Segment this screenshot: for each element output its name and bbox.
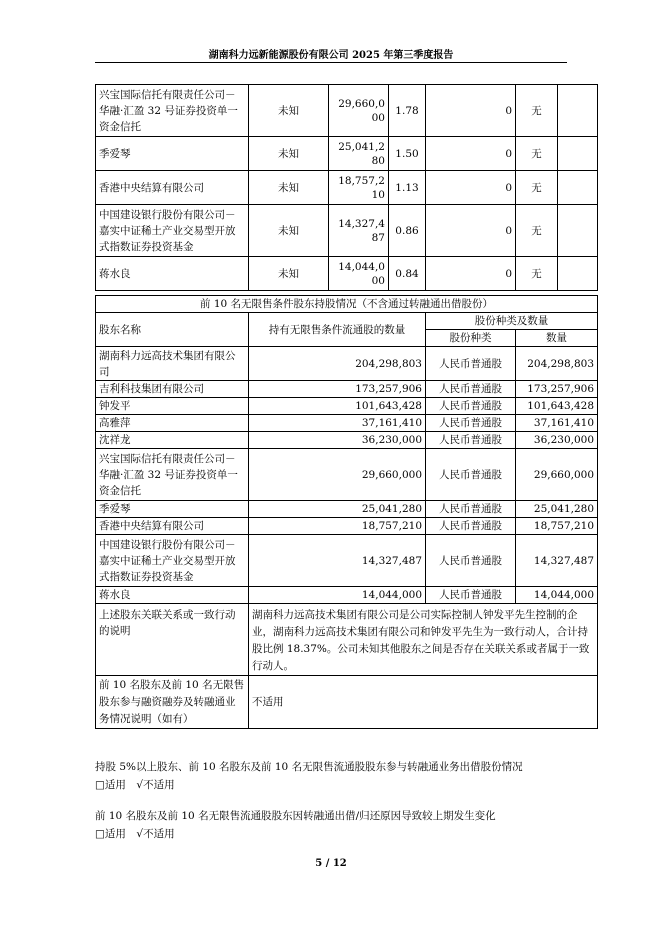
table-row (96, 415, 598, 432)
shareholder-name: 季爱琴 (96, 501, 249, 518)
unrestricted-qty: 18,757,210 (249, 518, 426, 535)
shareholder-name: 香港中央结算有限公司 (96, 518, 249, 535)
share-kind: 人民币普通股 (426, 449, 516, 501)
page-header: 湖南科力远新能源股份有限公司 2025 年第三季度报告 (208, 50, 454, 61)
securities-lending-options: □适用 √不适用 (95, 779, 175, 791)
share-count: 29,660,000 (516, 449, 598, 501)
table-row (96, 171, 598, 205)
restricted-shares: 0 (426, 257, 516, 291)
lending-change-text: 前 10 名股东及前 10 名无限售流通股股东因转融通出借/归还原因导致较上期发生变化 (95, 810, 496, 822)
shareholder-name: 吉利科技集团有限公司 (96, 381, 249, 398)
lending-change-options: □适用 √不适用 (95, 828, 175, 840)
col-header-kind-group: 股份种类及数量 (426, 313, 598, 330)
share-count: 18,757,210 (516, 518, 598, 535)
holding-ratio: 0.86 (389, 205, 426, 257)
shareholder-name: 高雅萍 (96, 415, 249, 432)
share-kind: 人民币普通股 (426, 535, 516, 587)
pledge-status: 无 (516, 171, 558, 205)
restricted-shares: 0 (426, 205, 516, 257)
shares-held: 14,327,487 (329, 205, 389, 257)
table-row (96, 449, 598, 501)
share-kind: 人民币普通股 (426, 398, 516, 415)
shareholder-name: 蒋水良 (96, 587, 249, 604)
share-count: 14,044,000 (516, 587, 598, 604)
shareholder-name: 湖南科力远高技术集团有限公司 (96, 347, 249, 381)
pledge-count (558, 171, 598, 205)
table-row (96, 518, 598, 535)
shareholder-name: 中国建设银行股份有限公司－嘉实中证稀土产业交易型开放式指数证券投资基金 (96, 535, 249, 587)
share-kind: 人民币普通股 (426, 347, 516, 381)
col-header-qty: 持有无限售条件流通股的数量 (249, 313, 426, 347)
shareholder-name: 沈祥龙 (96, 432, 249, 449)
share-kind: 人民币普通股 (426, 381, 516, 398)
holding-ratio: 0.84 (389, 257, 426, 291)
holding-ratio: 1.78 (389, 85, 426, 137)
shareholder-nature: 未知 (249, 137, 329, 171)
holding-ratio: 1.50 (389, 137, 426, 171)
share-count: 204,298,803 (516, 347, 598, 381)
share-count: 36,230,000 (516, 432, 598, 449)
pledge-status: 无 (516, 85, 558, 137)
restricted-shares: 0 (426, 85, 516, 137)
share-count: 25,041,280 (516, 501, 598, 518)
lending-change-note (95, 807, 496, 843)
restricted-shares: 0 (426, 171, 516, 205)
table-row (96, 501, 598, 518)
unrestricted-shareholders-table (95, 295, 598, 729)
table-row (96, 347, 598, 381)
table-row (96, 137, 598, 171)
shares-held: 29,660,000 (329, 85, 389, 137)
shareholder-nature: 未知 (249, 205, 329, 257)
shareholder-name: 香港中央结算有限公司 (96, 171, 249, 205)
share-count: 101,643,428 (516, 398, 598, 415)
pledge-status: 无 (516, 137, 558, 171)
pledge-count (558, 257, 598, 291)
shares-held: 14,044,000 (329, 257, 389, 291)
share-kind: 人民币普通股 (426, 587, 516, 604)
shares-held: 18,757,210 (329, 171, 389, 205)
pledge-status: 无 (516, 205, 558, 257)
shareholder-name: 中国建设银行股份有限公司－嘉实中证稀土产业交易型开放式指数证券投资基金 (96, 205, 249, 257)
table-row (96, 257, 598, 291)
shareholder-name: 兴宝国际信托有限责任公司－华融·汇盈 32 号证券投资单一资金信托 (96, 449, 249, 501)
pledge-count (558, 137, 598, 171)
securities-lending-text: 持股 5%以上股东、前 10 名股东及前 10 名无限售流通股股东参与转融通业务出借股份情况 (95, 761, 523, 773)
table-row (96, 381, 598, 398)
unrestricted-qty: 101,643,428 (249, 398, 426, 415)
header-rule (95, 62, 567, 63)
top10-shareholders-table-continued (95, 84, 598, 291)
unrestricted-qty: 37,161,410 (249, 415, 426, 432)
holding-ratio: 1.13 (389, 171, 426, 205)
table-row (96, 205, 598, 257)
table-row (96, 85, 598, 137)
col-header-kind: 股份种类 (426, 330, 516, 347)
relation-text: 湖南科力远高技术集团有限公司是公司实际控制人钟发平先生控制的企业，湖南科力远高技术集团有限公司和钟发平先生为一致行动人，合计持股比例 18.37%。公司未知其他股东之间是否存在关联关系或者属于一致行动人。 (249, 604, 598, 676)
table-row (96, 398, 598, 415)
unrestricted-table-title: 前 10 名无限售条件股东持股情况（不含通过转融通出借股份） (96, 296, 598, 313)
share-kind: 人民币普通股 (426, 501, 516, 518)
margin-trading-text: 不适用 (249, 676, 598, 729)
securities-lending-note (95, 758, 523, 794)
shareholder-name: 蒋水良 (96, 257, 249, 291)
share-count: 173,257,906 (516, 381, 598, 398)
table-row (96, 432, 598, 449)
unrestricted-qty: 14,327,487 (249, 535, 426, 587)
shareholder-nature: 未知 (249, 257, 329, 291)
shareholder-name: 兴宝国际信托有限责任公司－华融·汇盈 32 号证券投资单一资金信托 (96, 85, 249, 137)
col-header-count: 数量 (516, 330, 598, 347)
pledge-count (558, 205, 598, 257)
relation-label: 上述股东关联关系或一致行动的说明 (96, 604, 249, 676)
share-kind: 人民币普通股 (426, 415, 516, 432)
restricted-shares: 0 (426, 137, 516, 171)
table-row (96, 535, 598, 587)
share-count: 37,161,410 (516, 415, 598, 432)
pledge-status: 无 (516, 257, 558, 291)
share-count: 14,327,487 (516, 535, 598, 587)
shareholder-nature: 未知 (249, 85, 329, 137)
shares-held: 25,041,280 (329, 137, 389, 171)
unrestricted-qty: 29,660,000 (249, 449, 426, 501)
shareholder-name: 钟发平 (96, 398, 249, 415)
unrestricted-qty: 173,257,906 (249, 381, 426, 398)
page-number: 5 / 12 (315, 858, 347, 869)
table-row (96, 587, 598, 604)
share-kind: 人民币普通股 (426, 432, 516, 449)
pledge-count (558, 85, 598, 137)
shareholder-nature: 未知 (249, 171, 329, 205)
unrestricted-qty: 36,230,000 (249, 432, 426, 449)
unrestricted-qty: 25,041,280 (249, 501, 426, 518)
unrestricted-qty: 204,298,803 (249, 347, 426, 381)
margin-trading-label: 前 10 名股东及前 10 名无限售股东参与融资融券及转融通业务情况说明（如有） (96, 676, 249, 729)
share-kind: 人民币普通股 (426, 518, 516, 535)
shareholder-name: 季爱琴 (96, 137, 249, 171)
unrestricted-qty: 14,044,000 (249, 587, 426, 604)
col-header-name: 股东名称 (96, 313, 249, 347)
